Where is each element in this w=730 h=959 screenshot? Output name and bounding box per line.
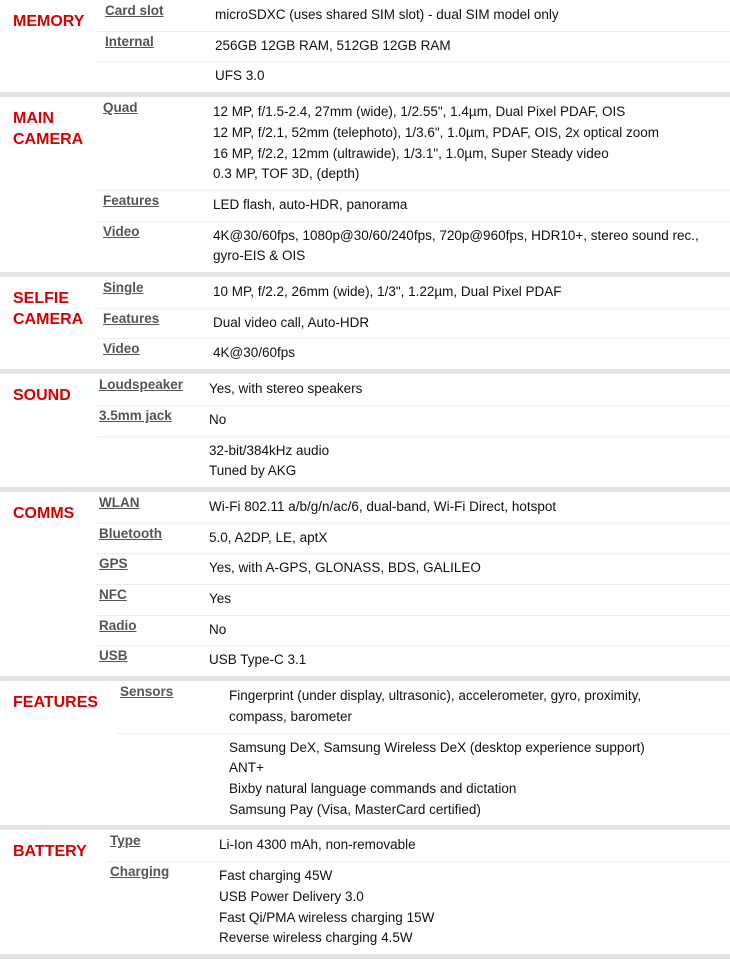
spec-values <box>215 5 730 26</box>
section-title: COMMS <box>13 504 75 522</box>
spec-label-link[interactable]: USB <box>99 648 128 664</box>
spec-value: 32-bit/384kHz audio <box>209 442 330 458</box>
section-title-line: MAIN <box>13 110 54 128</box>
spec-value: UFS 3.0 <box>215 68 265 84</box>
spec-value: Bixby natural language commands and dictation <box>229 780 517 796</box>
spec-label-link[interactable]: Loudspeaker <box>99 377 184 393</box>
spec-label-link[interactable]: 3.5mm jack <box>99 407 172 423</box>
spec-row <box>0 615 730 646</box>
spec-row <box>0 277 730 308</box>
spec-value: Dual video call, Auto-HDR <box>213 314 370 330</box>
spec-value: Samsung Pay (Visa, MasterCard certified) <box>229 801 481 817</box>
spec-values <box>209 650 730 671</box>
spec-values <box>213 282 730 303</box>
spec-row <box>0 553 730 584</box>
spec-row <box>0 830 730 861</box>
section-title: FEATURES <box>13 694 99 712</box>
spec-label-link[interactable]: GPS <box>99 556 128 572</box>
spec-label-link[interactable]: Card slot <box>105 3 164 18</box>
spec-values <box>213 102 730 185</box>
spec-value: gyro-EIS & OIS <box>213 248 306 264</box>
spec-value: Yes <box>209 591 232 607</box>
spec-value: Li-Ion 4300 mAh, non-removable <box>219 837 416 853</box>
spec-value: 4K@30/60fps, 1080p@30/60/240fps, 720p@960fps, HDR10+, stereo sound rec., <box>213 227 699 243</box>
spec-row <box>0 436 730 487</box>
spec-row <box>0 584 730 615</box>
spec-row <box>0 190 730 221</box>
spec-row <box>0 221 730 272</box>
spec-section-memory <box>0 0 730 97</box>
spec-row <box>0 61 730 92</box>
spec-value: 0.3 MP, TOF 3D, (depth) <box>213 166 360 182</box>
spec-values <box>229 686 730 727</box>
spec-label-link[interactable]: Single <box>103 280 144 296</box>
spec-values <box>209 558 730 579</box>
spec-label-link[interactable]: Type <box>110 833 141 849</box>
spec-section-battery <box>0 830 730 959</box>
spec-row <box>0 861 730 954</box>
spec-values <box>209 620 730 641</box>
spec-section-sound <box>0 374 730 492</box>
spec-section-features <box>0 681 730 830</box>
spec-value: microSDXC (uses shared SIM slot) - dual SIM model only <box>215 7 559 22</box>
spec-value: Fast Qi/PMA wireless charging 15W <box>219 909 435 925</box>
spec-row <box>0 31 730 62</box>
spec-value: 12 MP, f/2.1, 52mm (telephoto), 1/3.6", 1.0µm, PDAF, OIS, 2x optical zoom <box>213 124 660 140</box>
spec-value: No <box>209 621 227 637</box>
spec-value: ANT+ <box>229 760 264 776</box>
spec-label-link[interactable]: Quad <box>103 100 138 116</box>
spec-row <box>0 0 730 31</box>
spec-values <box>229 738 730 821</box>
section-title-line: CAMERA <box>13 131 84 149</box>
spec-row <box>0 681 730 732</box>
spec-row <box>0 97 730 190</box>
spec-row <box>0 405 730 436</box>
spec-value: 256GB 12GB RAM, 512GB 12GB RAM <box>215 37 451 53</box>
spec-value: LED flash, auto-HDR, panorama <box>213 196 408 212</box>
spec-values <box>213 343 730 364</box>
spec-row <box>0 308 730 339</box>
spec-value: 4K@30/60fps <box>213 345 296 361</box>
spec-label-link[interactable]: Features <box>103 192 160 208</box>
spec-value: 12 MP, f/1.5-2.4, 27mm (wide), 1/2.55", 1.4µm, Dual Pixel PDAF, OIS <box>213 104 626 120</box>
spec-values <box>213 226 730 267</box>
spec-value: Fingerprint (under display, ultrasonic), accelerometer, gyro, proximity, <box>229 688 642 704</box>
spec-label-link[interactable]: Charging <box>110 864 170 880</box>
spec-values <box>219 835 730 856</box>
spec-value: Samsung DeX, Samsung Wireless DeX (desktop experience support) <box>229 739 645 755</box>
spec-values <box>215 36 730 57</box>
spec-row <box>0 374 730 405</box>
spec-value: Reverse wireless charging 4.5W <box>219 930 413 946</box>
spec-row <box>0 492 730 523</box>
spec-value: 5.0, A2DP, LE, aptX <box>209 529 328 545</box>
spec-value: Yes, with A-GPS, GLONASS, BDS, GALILEO <box>209 560 481 576</box>
spec-label-link[interactable]: Features <box>103 310 160 326</box>
spec-values <box>209 441 730 482</box>
spec-section-selfie <box>0 277 730 374</box>
spec-row <box>0 523 730 554</box>
spec-label-link[interactable]: Sensors <box>120 684 174 700</box>
spec-values <box>209 497 730 518</box>
spec-value: 10 MP, f/2.2, 26mm (wide), 1/3", 1.22µm, Dual Pixel PDAF <box>213 284 562 300</box>
spec-value: compass, barometer <box>229 708 353 724</box>
spec-values <box>209 410 730 431</box>
section-title-line: CAMERA <box>13 311 84 329</box>
spec-values <box>213 195 730 216</box>
spec-values <box>209 589 730 610</box>
spec-label-link[interactable]: Video <box>103 341 140 357</box>
spec-value: USB Power Delivery 3.0 <box>219 888 364 904</box>
spec-value: Fast charging 45W <box>219 868 333 884</box>
spec-values <box>219 866 730 949</box>
spec-label-link[interactable]: Video <box>103 223 140 239</box>
spec-row <box>0 733 730 826</box>
section-title-line: SELFIE <box>13 290 70 308</box>
spec-value: Yes, with stereo speakers <box>209 381 363 397</box>
spec-label-link[interactable]: Radio <box>99 617 137 633</box>
spec-label-link[interactable]: WLAN <box>99 494 140 510</box>
section-title: SOUND <box>13 387 71 405</box>
spec-label-link[interactable]: NFC <box>99 587 127 603</box>
spec-value: Wi-Fi 802.11 a/b/g/n/ac/6, dual-band, Wi-Fi Direct, hotspot <box>209 498 557 514</box>
spec-values <box>213 313 730 334</box>
spec-values <box>209 379 730 400</box>
section-title: BATTERY <box>13 843 87 861</box>
spec-value: USB Type-C 3.1 <box>209 652 307 668</box>
spec-section-comms <box>0 492 730 681</box>
spec-value: Tuned by AKG <box>209 463 297 479</box>
spec-row <box>0 338 730 369</box>
spec-value: 16 MP, f/2.2, 12mm (ultrawide), 1/3.1", 1.0µm, Super Steady video <box>213 145 609 161</box>
spec-label-link[interactable]: Bluetooth <box>99 525 162 541</box>
section-title: MEMORY <box>13 13 85 30</box>
spec-values <box>209 528 730 549</box>
spec-label-link[interactable]: Internal <box>105 33 154 49</box>
spec-values <box>215 66 730 87</box>
spec-value: No <box>209 411 227 427</box>
spec-row <box>0 645 730 676</box>
spec-section-camera <box>0 97 730 277</box>
